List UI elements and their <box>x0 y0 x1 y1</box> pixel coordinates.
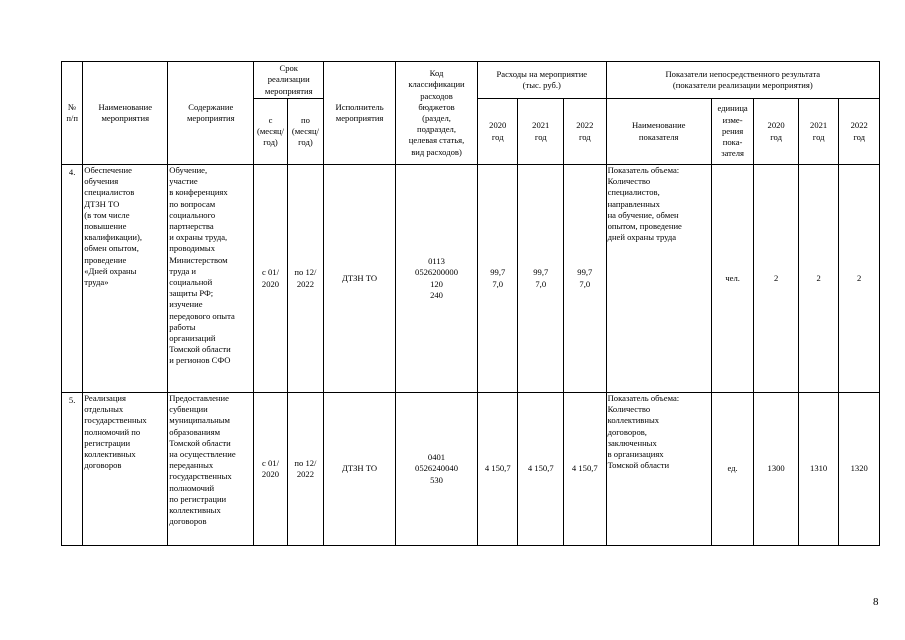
header-term-from: с (месяц/ год) <box>254 99 287 165</box>
header-code: Код классификации расходов бюджетов (раздел, подраздел, целевая статья, вид расходов) <box>396 62 478 165</box>
row-content: Предоставление субвенции муниципальным образованиям Томской области на осуществление переданных государственных полномочий по регистрации коллективных договоров <box>168 393 254 546</box>
row-ind-2020: 1300 <box>754 393 799 546</box>
row-to: по 12/ 2022 <box>287 393 323 546</box>
header-results: Показатели непосредственного результата (показатели реализации мероприятия) <box>606 62 879 99</box>
row-executor: ДТЗН ТО <box>324 393 396 546</box>
header-content: Содержание мероприятия <box>168 62 254 165</box>
row-code: 0401 0526240040 530 <box>396 393 478 546</box>
row-unit: ед. <box>711 393 754 546</box>
header-indicator-name: Наименование показателя <box>606 99 711 165</box>
row-from: с 01/ 2020 <box>254 165 287 393</box>
row-num: 5. <box>62 393 83 546</box>
page-number: 8 <box>873 596 879 608</box>
row-exp-2022: 4 150,7 <box>564 393 607 546</box>
table-row <box>62 393 880 546</box>
header-ind-2020: 2020 год <box>754 99 799 165</box>
row-name: Обеспечение обучения специалистов ДТЗН ТО (в том числе повышение квалификации), обмен опытом, проведение «Дней охраны труда» <box>83 165 168 393</box>
header-ind-2022: 2022 год <box>839 99 880 165</box>
row-code: 0113 0526200000 120 240 <box>396 165 478 393</box>
row-exp-2021: 4 150,7 <box>518 393 564 546</box>
row-exp-2020: 4 150,7 <box>478 393 518 546</box>
row-exp-2020: 99,7 7,0 <box>478 165 518 393</box>
row-from: с 01/ 2020 <box>254 393 287 546</box>
header-executor: Исполнитель мероприятия <box>324 62 396 165</box>
header-exp-2020: 2020 год <box>478 99 518 165</box>
row-content: Обучение, участие в конференциях по вопросам социального партнерства и охраны труда, проводимых Министерством труда и социальной защиты РФ; изучение передового опыта работы организаций Томской области и регионов СФО <box>168 165 254 393</box>
row-ind-2020: 2 <box>754 165 799 393</box>
row-unit: чел. <box>711 165 754 393</box>
row-ind-2022: 2 <box>839 165 880 393</box>
row-exp-2021: 99,7 7,0 <box>518 165 564 393</box>
row-indicator: Показатель объема: Количество специалистов, направленных на обучение, обмен опытом, проведение дней охраны труда <box>606 165 711 393</box>
header-exp-2021: 2021 год <box>518 99 564 165</box>
header-expenses: Расходы на мероприятие (тыс. руб.) <box>478 62 607 99</box>
header-term-to: по (месяц/ год) <box>287 99 323 165</box>
row-name: Реализация отдельных государственных полномочий по регистрации коллективных договоров <box>83 393 168 546</box>
row-indicator: Показатель объема: Количество коллективных договоров, заключенных в организациях Томской области <box>606 393 711 546</box>
row-ind-2022: 1320 <box>839 393 880 546</box>
header-ind-2021: 2021 год <box>798 99 838 165</box>
row-exp-2022: 99,7 7,0 <box>564 165 607 393</box>
header-name: Наименование мероприятия <box>83 62 168 165</box>
row-executor: ДТЗН ТО <box>324 165 396 393</box>
header-exp-2022: 2022 год <box>564 99 607 165</box>
measures-table <box>61 61 880 546</box>
header-indicator-unit: единица изме- рения пока- зателя <box>711 99 754 165</box>
header-term: Срок реализации мероприятия <box>254 62 324 99</box>
row-num: 4. <box>62 165 83 393</box>
row-to: по 12/ 2022 <box>287 165 323 393</box>
header-num: № п/п <box>62 62 83 165</box>
row-ind-2021: 1310 <box>798 393 838 546</box>
row-ind-2021: 2 <box>798 165 838 393</box>
table-row <box>62 165 880 393</box>
